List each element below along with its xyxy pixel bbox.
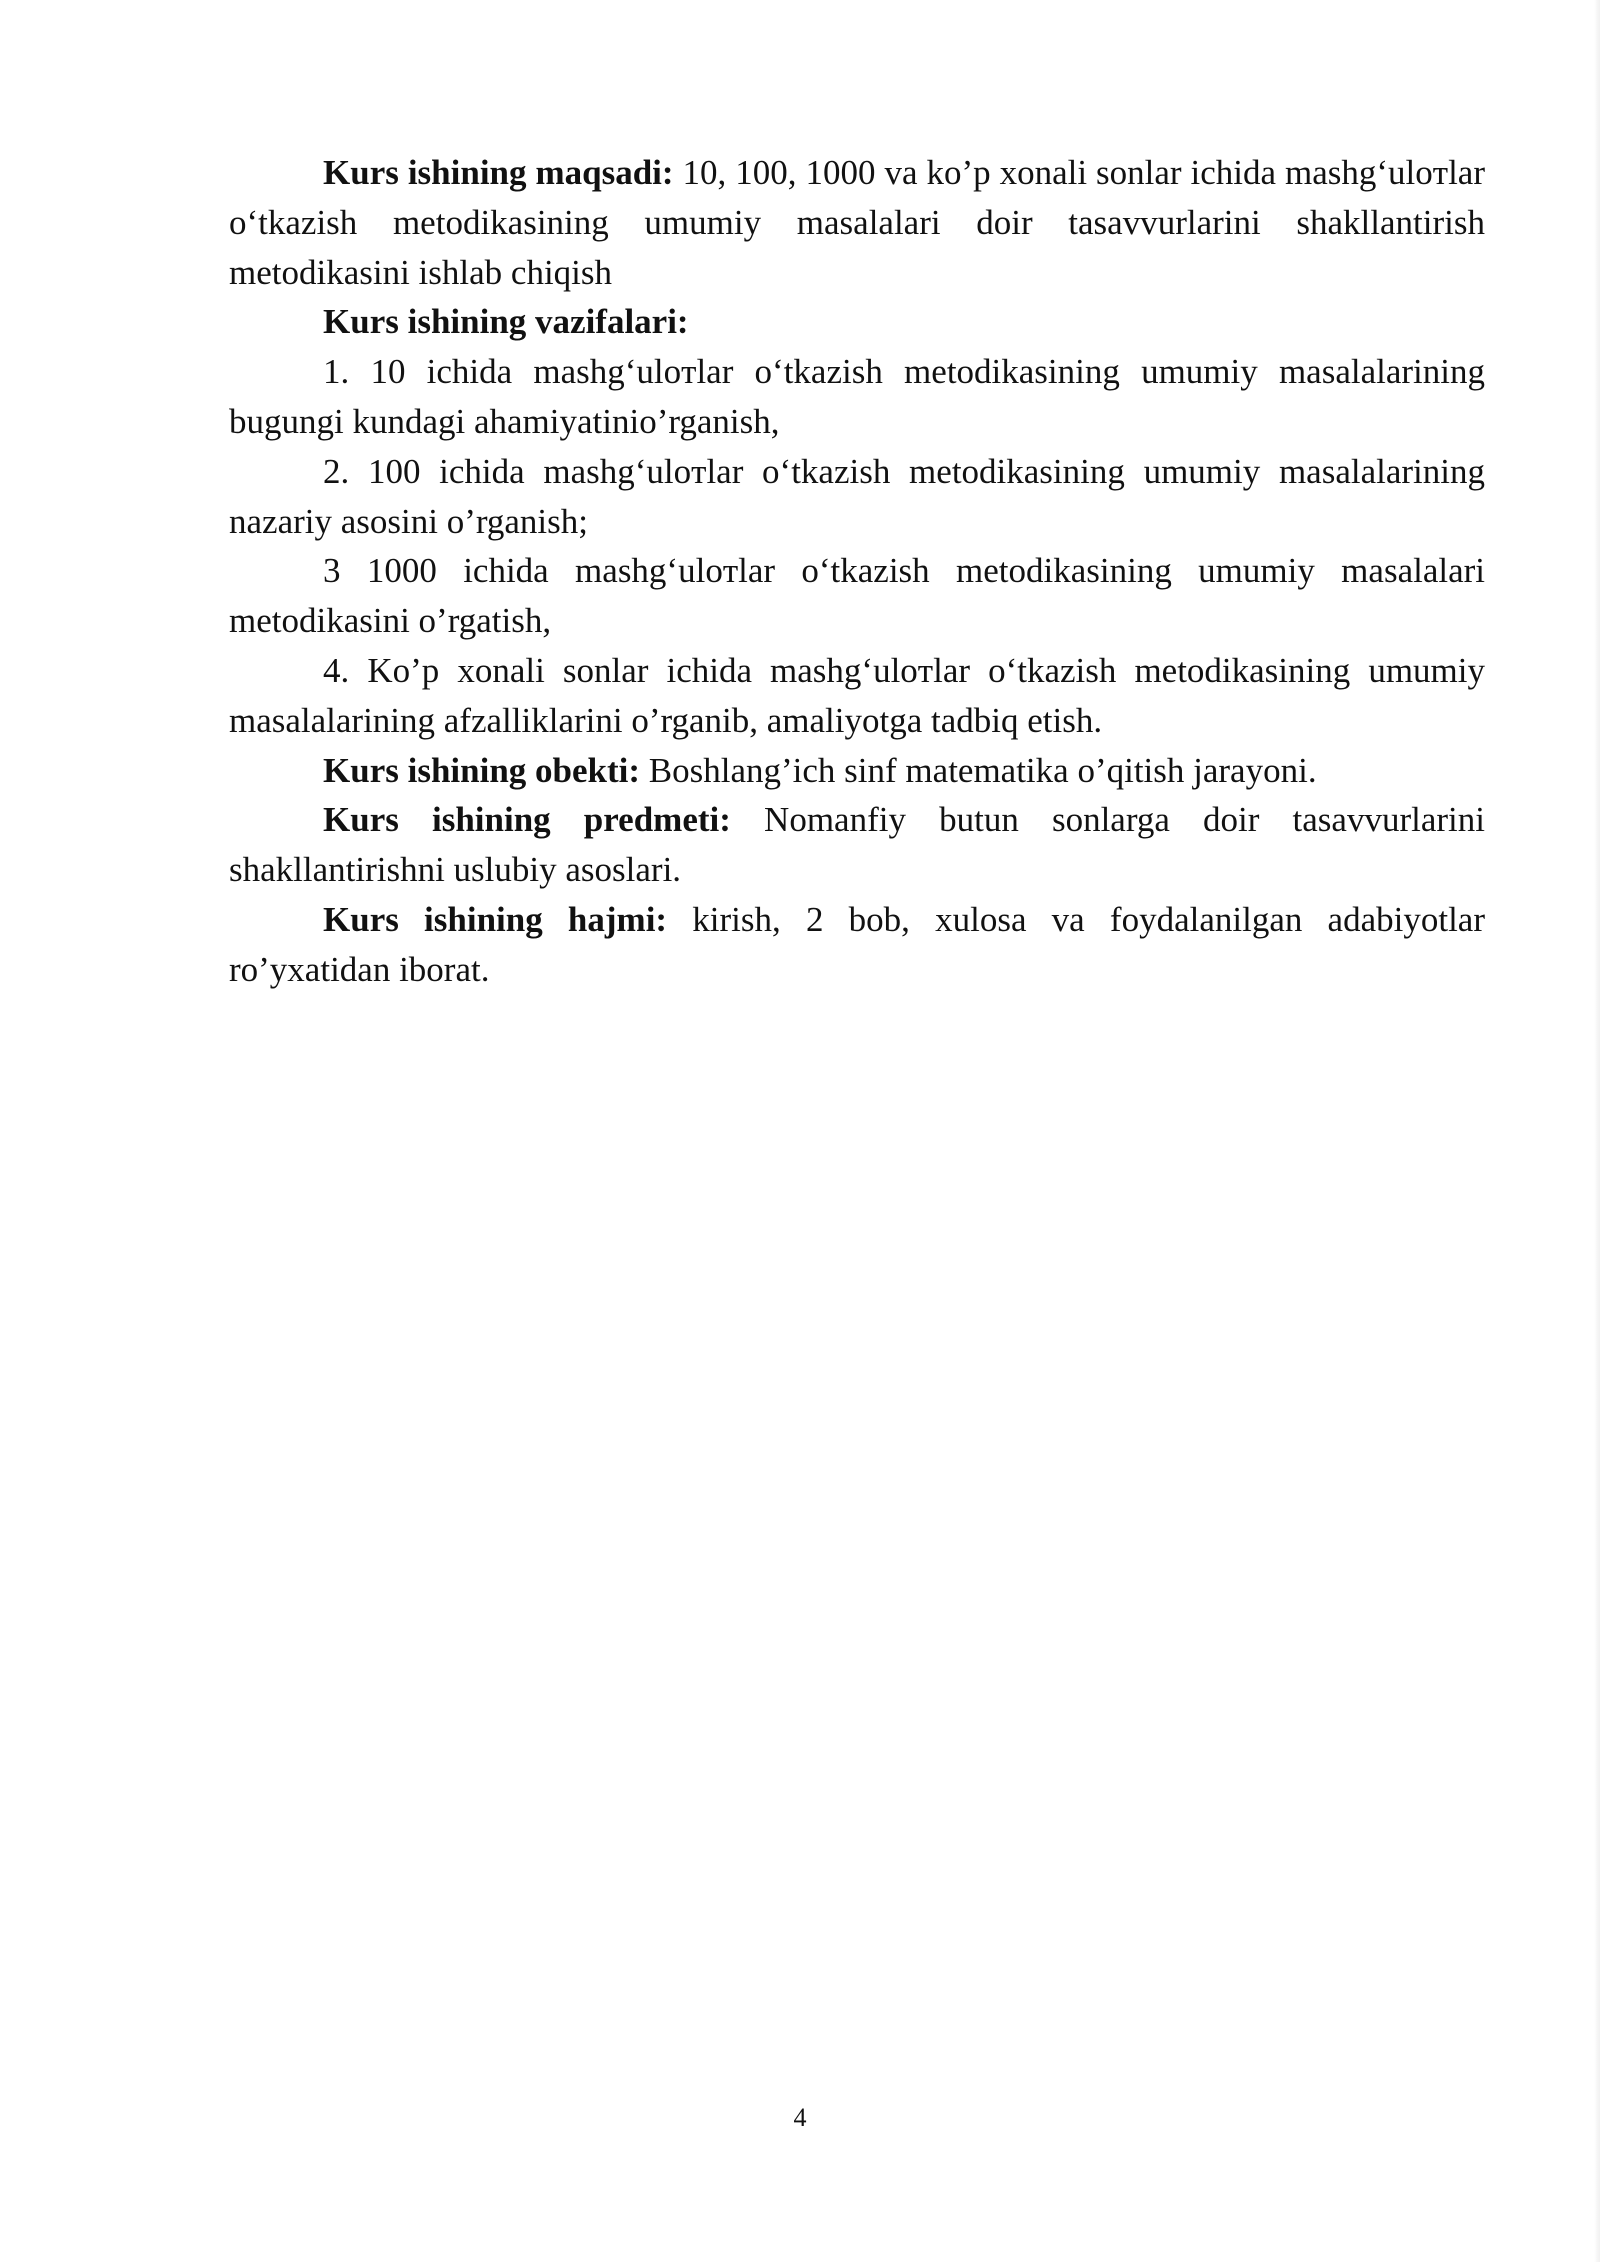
paragraph-subject xyxy=(229,795,1485,895)
paragraph-task-3-text: 3 1000 ichida mashg‘uloтlar o‘tkazish metodikasining umumiy masalalari metodikasini o’rgatish, xyxy=(229,551,1485,641)
paragraph-subject-text: Nomanfiy butun sonlarga doir tasavvurlarini shakllantirishni uslubiy asoslari. xyxy=(229,800,1485,890)
paragraph-object xyxy=(229,746,1485,796)
page-edge-shadow xyxy=(1594,0,1600,2262)
paragraph-object-text: Boshlang’ich sinf matematika o’qitish jarayoni. xyxy=(640,750,1317,790)
paragraph-tasks-label: Kurs ishining vazifalari: xyxy=(323,302,689,342)
paragraph-task-2 xyxy=(229,447,1485,547)
paragraph-volume-label: Kurs ishining hajmi: xyxy=(323,899,668,939)
paragraph-task-4 xyxy=(229,646,1485,746)
paragraph-task-2-text: 2. 100 ichida mashg‘uloтlar o‘tkazish metodikasining umumiy masalalarining nazariy asosini o’rganish; xyxy=(229,451,1485,541)
paragraph-volume xyxy=(229,895,1485,995)
paragraph-task-4-text: 4. Ko’p xonali sonlar ichida mashg‘uloтlar o‘tkazish metodikasining umumiy masalalarining afzalliklarini o’rganib, amaliyotga tadbiq etish. xyxy=(229,650,1485,740)
paragraph-task-1 xyxy=(229,347,1485,447)
paragraph-object-label: Kurs ishining obekti: xyxy=(323,750,641,790)
paragraph-task-1-text: 1. 10 ichida mashg‘uloтlar o‘tkazish metodikasining umumiy masalalarining bugungi kundagi ahamiyatinio’rganish, xyxy=(229,352,1485,441)
document-body xyxy=(229,148,1485,995)
paragraph-task-3 xyxy=(229,546,1485,646)
paragraph-goal-label: Kurs ishining maqsadi: xyxy=(323,153,674,192)
paragraph-volume-text: kirish, 2 bob, xulosa va foydalanilgan adabiyotlar ro’yxatidan iborat. xyxy=(229,899,1485,989)
paragraph-tasks-heading xyxy=(229,297,1485,347)
paragraph-goal-text: 10, 100, 1000 va ko’p xonali sonlar ichida mashg‘uloтlar o‘tkazish metodikasining umumiy masalalari doir tasavvurlarini shakllantirish metodikasini ishlab chiqish xyxy=(229,153,1485,292)
paragraph-subject-label: Kurs ishining predmeti: xyxy=(323,800,731,840)
paragraph-goal xyxy=(229,148,1485,297)
page-number: 4 xyxy=(793,2103,807,2132)
